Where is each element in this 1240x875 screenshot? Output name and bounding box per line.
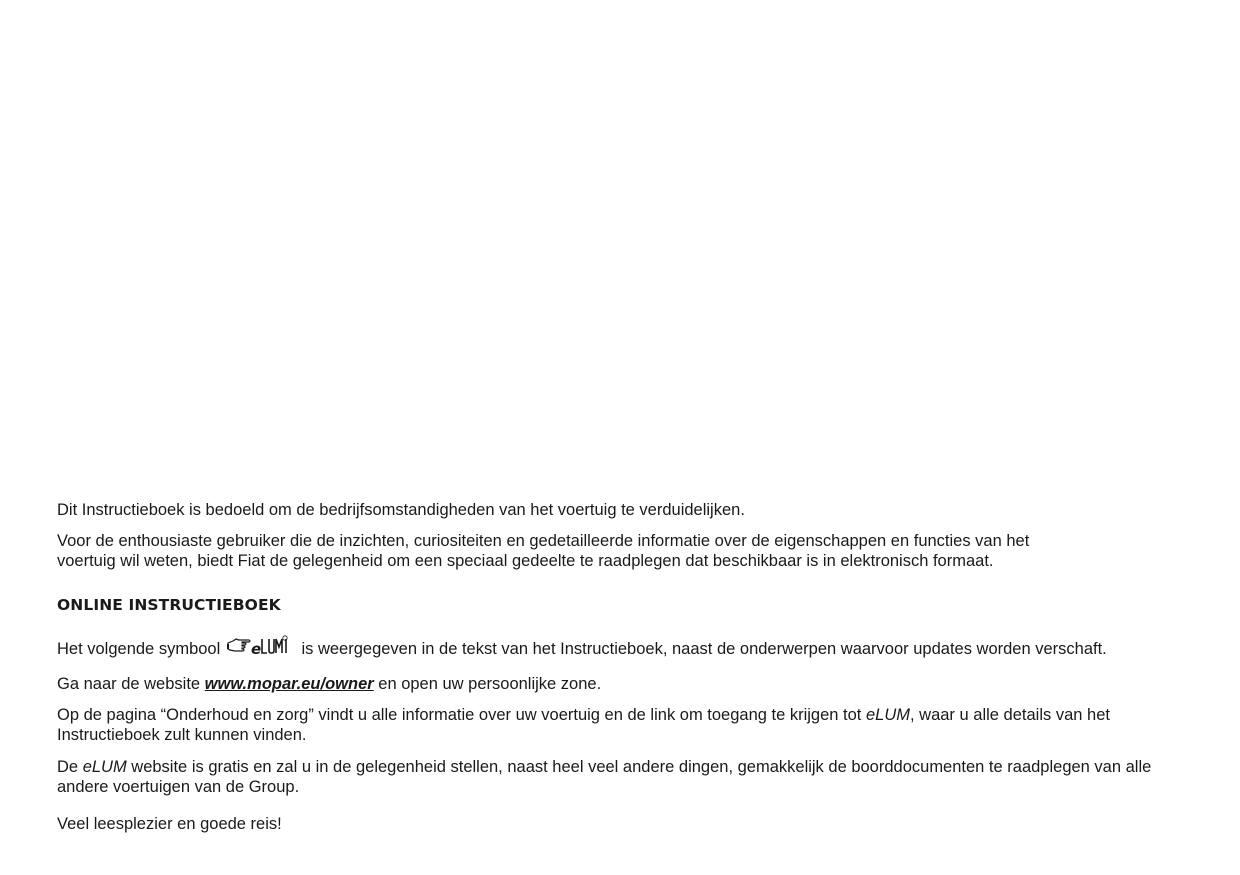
closing-line: Veel leesplezier en goede reis! <box>57 815 282 833</box>
document-body <box>57 500 1187 834</box>
symbol-paragraph <box>57 635 1187 662</box>
section-heading: ONLINE INSTRUCTIEBOEK <box>57 596 281 614</box>
hand-pointer-elum-icon <box>227 635 289 662</box>
website-paragraph <box>57 674 1187 694</box>
symbol-text-before: Het volgende symbool <box>57 640 221 658</box>
intro-paragraph: Dit Instructieboek is bedoeld om de bedrijfsomstandigheden van het voertuig te verduidelijken. <box>57 501 745 519</box>
intro-enthusiast-line-1: Voor de enthousiaste gebruiker die de inzichten, curiositeiten en gedetailleerde informatie over de eigenschappen en functies van het <box>57 532 1030 550</box>
elum-website-term: eLUM <box>82 758 127 776</box>
intro-enthusiast-paragraph <box>57 531 1187 571</box>
elum-website-text-line-2: andere voertuigen van de Group. <box>57 778 300 796</box>
elum-website-de: De <box>57 758 83 776</box>
svg-text:e: e <box>250 640 262 657</box>
mopar-owner-link[interactable]: www.mopar.eu/owner <box>204 675 374 693</box>
symbol-text-after: is weergegeven in de tekst van het Instructieboek, naast de onderwerpen waarvoor updates worden verschaft. <box>301 640 1107 658</box>
website-text-before: Ga naar de website <box>57 675 205 693</box>
elum-website-text-line-1: website is gratis en zal u in de gelegenheid stellen, naast heel veel andere dingen, gemakkelijk de boorddocumenten te raadplegen van alle <box>126 758 1152 776</box>
website-text-after: en open uw persoonlijke zone. <box>373 675 602 693</box>
elum-website-paragraph <box>57 757 1187 797</box>
intro-enthusiast-line-2: voertuig wil weten, biedt Fiat de gelegenheid om een speciaal gedeelte te raadplegen dat beschikbaar is in elektronisch formaat. <box>57 552 994 570</box>
maintenance-text-after: , waar u alle details van het <box>910 706 1110 724</box>
maintenance-text-before: Op de pagina “Onderhoud en zorg” vindt u alle informatie over uw voertuig en de link om toegang te krijgen tot <box>57 706 866 724</box>
elum-term: eLUM <box>865 706 910 724</box>
maintenance-page-paragraph <box>57 705 1187 745</box>
maintenance-text-line-2: Instructieboek zult kunnen vinden. <box>57 726 307 744</box>
